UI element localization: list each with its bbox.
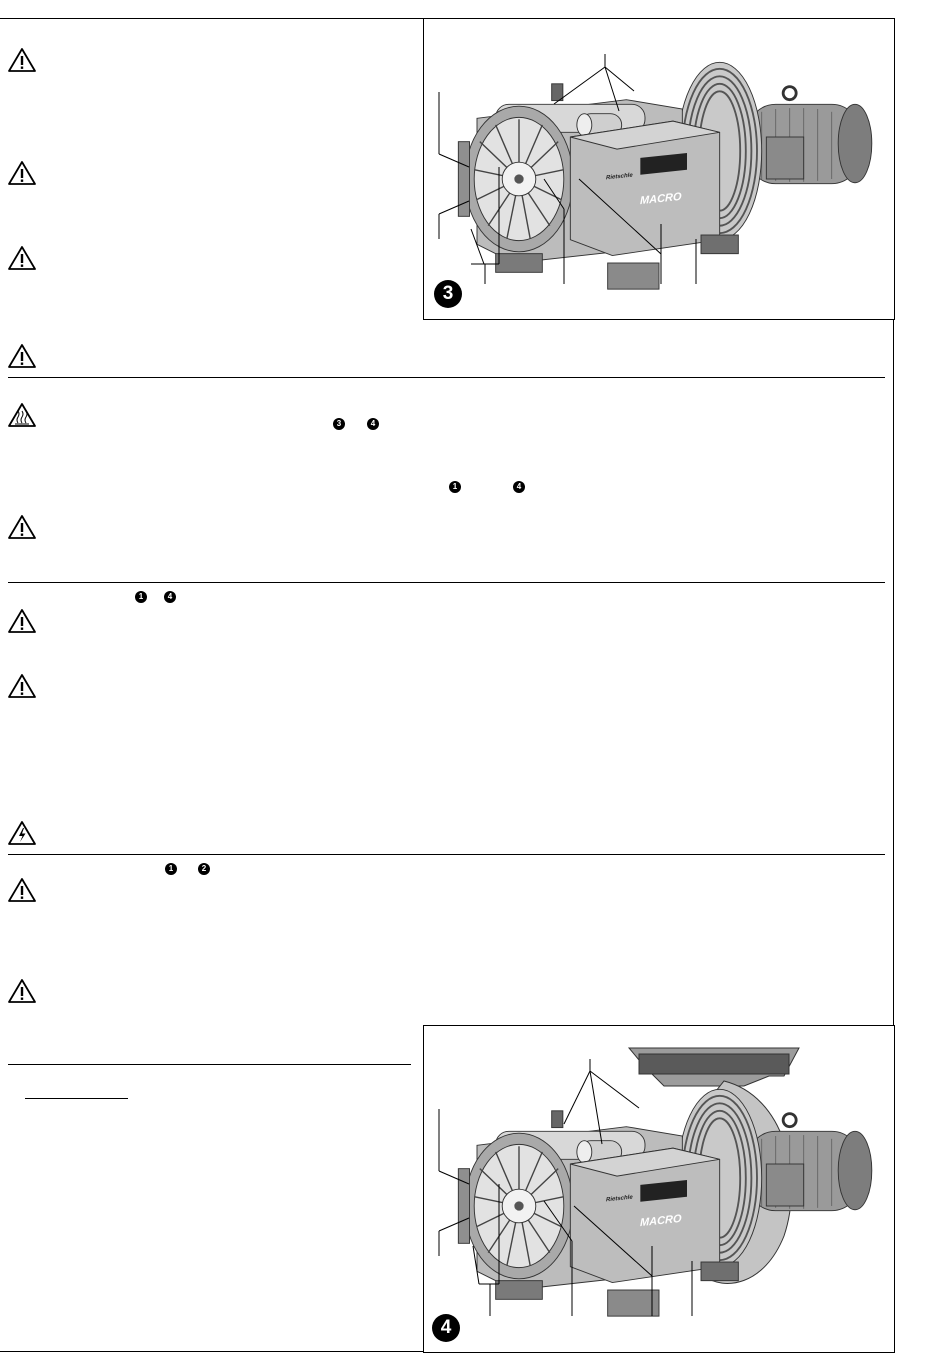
figure-ref-badge: 1 xyxy=(165,863,177,875)
warning-triangle-icon xyxy=(7,514,37,540)
section-divider xyxy=(8,582,885,583)
figure-ref-badge: 1 xyxy=(449,481,461,493)
warning-triangle-icon xyxy=(7,245,37,271)
warning-triangle-icon xyxy=(7,608,37,634)
section-divider xyxy=(8,1064,411,1065)
brand-plate: MACRO xyxy=(640,1212,682,1230)
figure-4 xyxy=(423,1025,895,1353)
figure-3 xyxy=(423,18,895,320)
warning-triangle-icon xyxy=(7,160,37,186)
figure-ref-badge: 4 xyxy=(513,481,525,493)
section-divider xyxy=(8,854,885,855)
warning-triangle-icon xyxy=(7,673,37,699)
figure-ref-badge: 1 xyxy=(135,591,147,603)
warning-triangle-icon xyxy=(7,343,37,369)
figure-number-badge: 4 xyxy=(432,1314,460,1342)
callout-lines xyxy=(424,1026,894,1352)
warning-triangle-icon xyxy=(7,877,37,903)
electrical-hazard-icon xyxy=(7,820,37,846)
brand-plate-small: Rietschle xyxy=(606,172,633,182)
hot-surface-icon xyxy=(7,402,37,428)
figure-number-badge: 3 xyxy=(434,280,462,308)
figure-ref-badge: 2 xyxy=(198,863,210,875)
brand-plate-small: Rietschle xyxy=(606,1194,633,1204)
callout-lines xyxy=(424,19,894,319)
warning-triangle-icon xyxy=(7,47,37,73)
section-divider xyxy=(8,377,885,378)
heading-underline xyxy=(25,1098,128,1099)
figure-ref-badge: 3 xyxy=(333,418,345,430)
figure-ref-badge: 4 xyxy=(367,418,379,430)
brand-plate: MACRO xyxy=(640,190,682,208)
warning-triangle-icon xyxy=(7,978,37,1004)
figure-ref-badge: 4 xyxy=(164,591,176,603)
